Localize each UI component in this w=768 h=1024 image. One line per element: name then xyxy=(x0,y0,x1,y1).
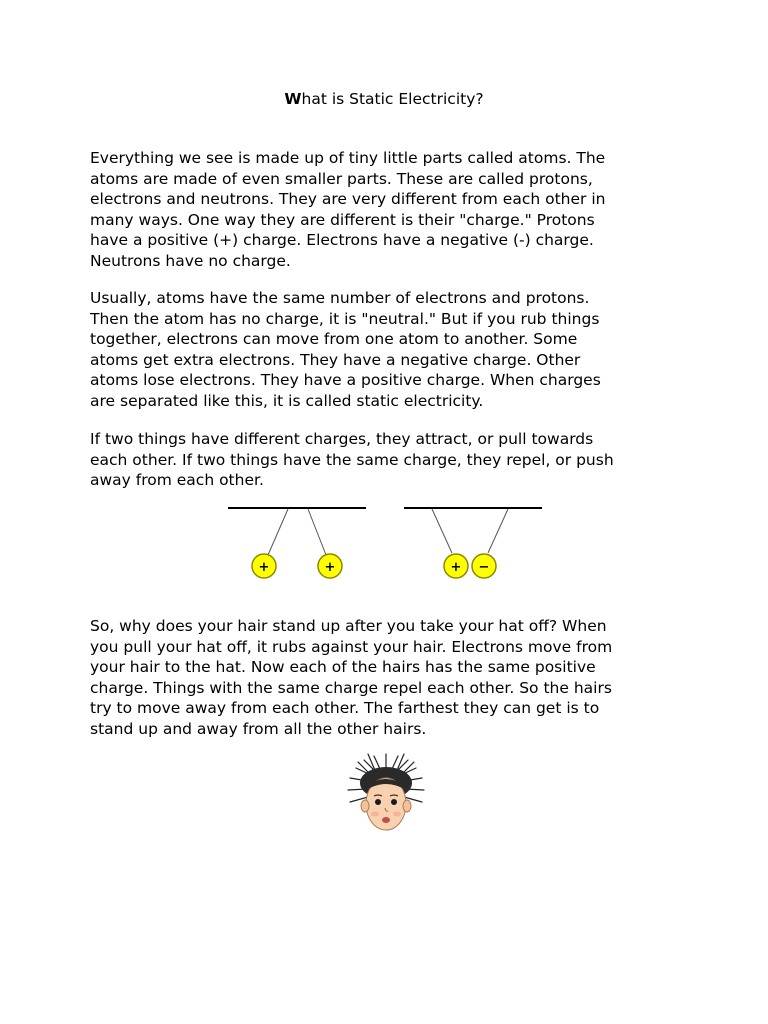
charge-sign: + xyxy=(450,560,462,575)
charge-sign: + xyxy=(258,560,270,575)
text-line: Usually, atoms have the same number of electrons and protons. xyxy=(90,289,590,307)
text-line: electrons and neutrons. They are very different from each other in xyxy=(90,190,606,209)
text-line: are separated like this, it is called static electricity. xyxy=(90,391,484,410)
text-line: Neutrons have no charge. xyxy=(90,251,291,270)
text-line: stand up and away from all the other hairs. xyxy=(90,719,427,738)
attract-pair xyxy=(404,508,542,578)
paragraph-attract-repel xyxy=(90,429,690,491)
repel-pair xyxy=(228,508,366,578)
string xyxy=(268,509,288,555)
paragraph-hair xyxy=(90,616,690,740)
text-line: Everything we see is made up of tiny little parts called atoms. The xyxy=(90,149,606,167)
text-line: many ways. One way they are different is their "charge." Protons xyxy=(90,210,595,229)
text-line: atoms are made of even smaller parts. These are called protons, xyxy=(90,169,593,188)
text-line: try to move away from each other. The farthest they can get is to xyxy=(90,699,600,718)
text-line: atoms get extra electrons. They have a negative charge. Other xyxy=(90,350,581,369)
string xyxy=(432,509,452,553)
text-line: away from each other. xyxy=(90,471,264,490)
string xyxy=(308,509,326,555)
text-line: together, electrons can move from one atom to another. Some xyxy=(90,330,578,349)
text-line: charge. Things with the same charge repel each other. So the hairs xyxy=(90,678,612,697)
text-line: atoms lose electrons. They have a positive charge. When charges xyxy=(90,371,601,390)
text-line: you pull your hat off, it rubs against your hair. Electrons move from xyxy=(90,637,613,656)
page-title xyxy=(0,90,768,108)
text-line: have a positive (+) charge. Electrons have a negative (-) charge. xyxy=(90,231,594,250)
title-rest: hat is Static Electricity? xyxy=(301,90,484,108)
text-line: Then the atom has no charge, it is "neutral." But if you rub things xyxy=(90,309,600,328)
title-initial: W xyxy=(284,90,302,108)
charge-sign: + xyxy=(324,560,336,575)
paragraph-atoms xyxy=(90,148,690,272)
text-line: If two things have different charges, they attract, or pull towards xyxy=(90,430,594,448)
text-line: your hair to the hat. Now each of the hairs has the same positive xyxy=(90,658,596,677)
charge-diagram xyxy=(220,500,560,585)
string xyxy=(488,509,508,553)
paragraph-charges xyxy=(90,288,690,412)
text-line: So, why does your hair stand up after you take your hat off? When xyxy=(90,617,607,635)
static-hair-face-icon xyxy=(344,752,428,838)
charge-sign: − xyxy=(478,560,490,575)
text-line: each other. If two things have the same charge, they repel, or push xyxy=(90,450,614,469)
